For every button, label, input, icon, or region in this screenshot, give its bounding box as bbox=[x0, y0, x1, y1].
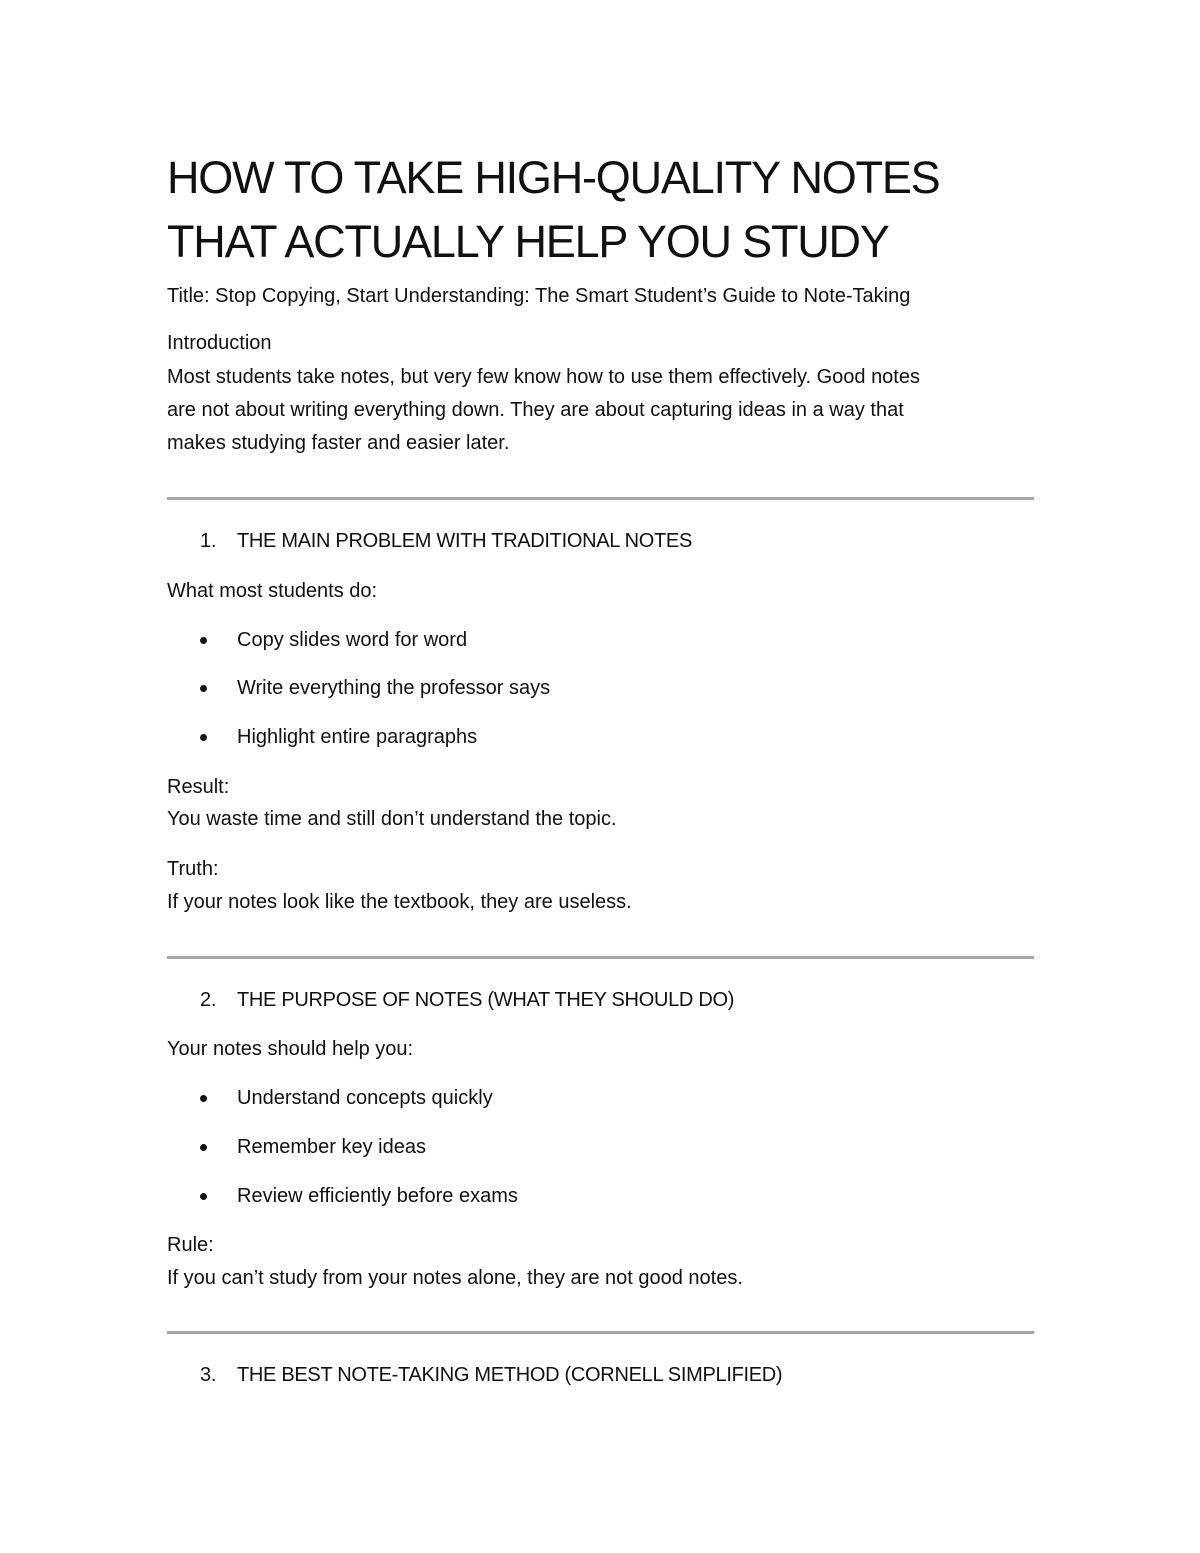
note-label: Rule: bbox=[167, 1234, 214, 1256]
introduction-line-3: makes studying faster and easier later. bbox=[167, 432, 510, 454]
note-label: Truth: bbox=[167, 858, 219, 880]
note-text: If you can’t study from your notes alone, they are not good notes. bbox=[167, 1267, 743, 1289]
section-heading-text: THE PURPOSE OF NOTES (WHAT THEY SHOULD DO) bbox=[237, 989, 735, 1011]
bullet-icon bbox=[200, 1193, 207, 1200]
document-title bbox=[167, 146, 1037, 274]
bullet-icon bbox=[200, 685, 207, 692]
bullet-icon bbox=[200, 637, 207, 644]
list-item-text: Remember key ideas bbox=[237, 1136, 426, 1158]
list-item-text: Highlight entire paragraphs bbox=[237, 726, 478, 748]
section-number: 3. bbox=[200, 1364, 217, 1386]
section-number: 2. bbox=[200, 989, 217, 1011]
bullet-icon bbox=[200, 1144, 207, 1151]
bullet-icon bbox=[200, 1095, 207, 1102]
section-heading-text: THE BEST NOTE-TAKING METHOD (CORNELL SIMPLIFIED) bbox=[237, 1364, 783, 1386]
subtitle: Title: Stop Copying, Start Understanding: The Smart Student’s Guide to Note-Taking bbox=[167, 285, 911, 307]
list-item-text: Review efficiently before exams bbox=[237, 1185, 518, 1207]
bullet-icon bbox=[200, 734, 207, 741]
note-label: Result: bbox=[167, 776, 230, 798]
note-text: You waste time and still don’t understand the topic. bbox=[167, 808, 617, 830]
section-number: 1. bbox=[200, 530, 217, 552]
title-line-2: THAT ACTUALLY HELP YOU STUDY bbox=[167, 216, 889, 267]
section-divider bbox=[167, 956, 1034, 959]
introduction-label: Introduction bbox=[167, 332, 272, 354]
list-item-text: Copy slides word for word bbox=[237, 629, 468, 651]
list-item-text: Understand concepts quickly bbox=[237, 1087, 493, 1109]
section-divider bbox=[167, 497, 1034, 500]
section-lead: Your notes should help you: bbox=[167, 1038, 414, 1060]
note-text: If your notes look like the textbook, they are useless. bbox=[167, 891, 632, 913]
section-divider bbox=[167, 1331, 1034, 1334]
section-heading-text: THE MAIN PROBLEM WITH TRADITIONAL NOTES bbox=[237, 530, 693, 552]
list-item-text: Write everything the professor says bbox=[237, 677, 551, 699]
section-lead: What most students do: bbox=[167, 580, 378, 602]
title-line-1: HOW TO TAKE HIGH-QUALITY NOTES bbox=[167, 152, 940, 203]
introduction-line-1: Most students take notes, but very few know how to use them effectively. Good notes bbox=[167, 366, 920, 388]
introduction-line-2: are not about writing everything down. They are about capturing ideas in a way that bbox=[167, 399, 904, 421]
